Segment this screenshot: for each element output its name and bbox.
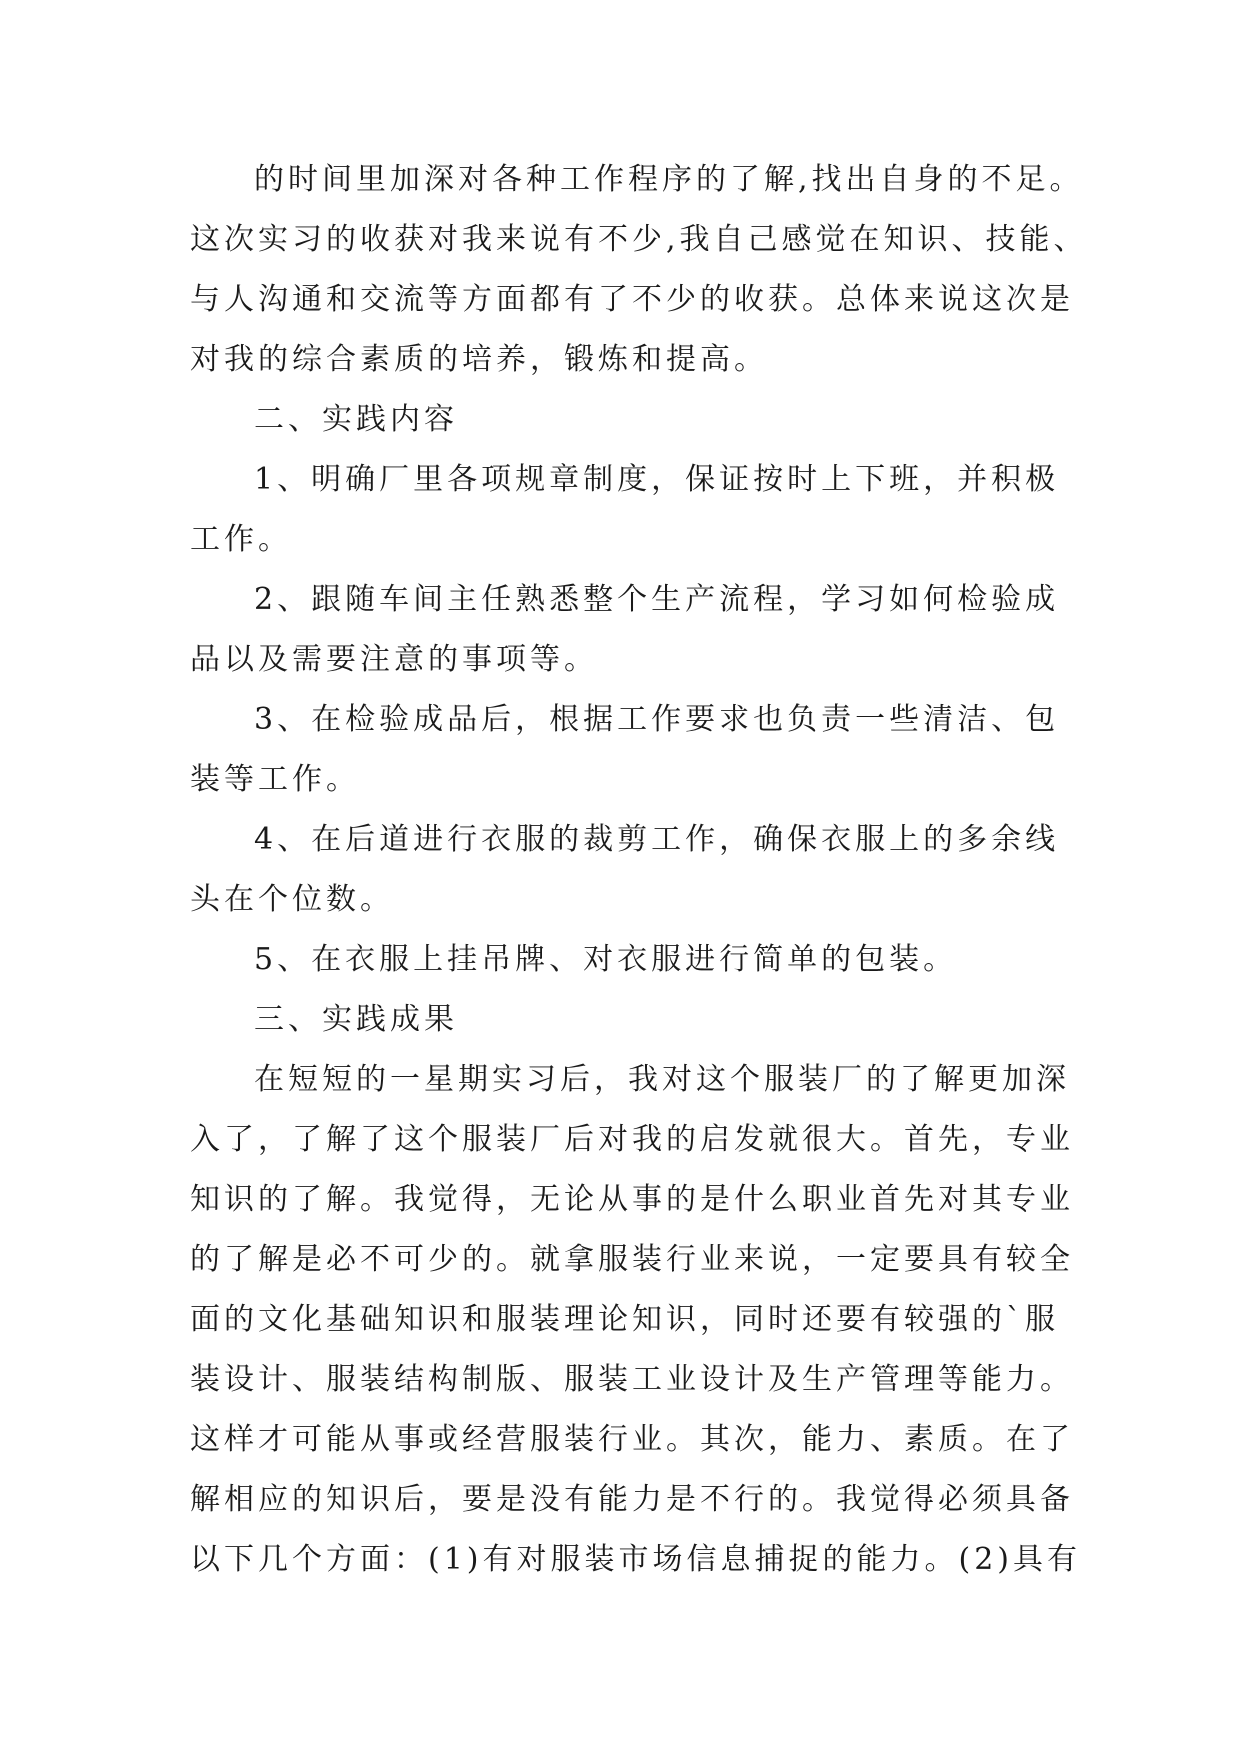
section-heading: 三、实践成果 — [254, 1002, 458, 1037]
list-item: 1、明确厂里各项规章制度，保证按时上下班，并积极 — [254, 462, 1060, 497]
text-line: 这样才可能从事或经营服装行业。其次，能力、素质。在了 — [190, 1422, 1074, 1457]
section-heading: 二、实践内容 — [254, 402, 458, 437]
text-line: 这次实习的收获对我来说有不少,我自己感觉在知识、技能、 — [190, 222, 1088, 257]
list-item: 5、在衣服上挂吊牌、对衣服进行简单的包装。 — [254, 942, 958, 977]
text-line: 的时间里加深对各种工作程序的了解,找出自身的不足。 — [254, 162, 1084, 197]
text-line: 装设计、服装结构制版、服装工业设计及生产管理等能力。 — [190, 1362, 1074, 1397]
text-line: 与人沟通和交流等方面都有了不少的收获。总体来说这次是 — [190, 282, 1074, 317]
text-line: 头在个位数。 — [190, 882, 394, 917]
text-line: 的了解是必不可少的。就拿服装行业来说，一定要具有较全 — [190, 1242, 1074, 1277]
list-item: 4、在后道进行衣服的裁剪工作，确保衣服上的多余线 — [254, 822, 1060, 857]
text-line: 入了，了解了这个服装厂后对我的启发就很大。首先，专业 — [190, 1122, 1074, 1157]
text-line: 知识的了解。我觉得，无论从事的是什么职业首先对其专业 — [190, 1182, 1074, 1217]
text-line: 在短短的一星期实习后，我对这个服装厂的了解更加深 — [254, 1062, 1070, 1097]
text-line: 品以及需要注意的事项等。 — [190, 642, 598, 677]
text-line: 以下几个方面：(1)有对服装市场信息捕捉的能力。(2)具有 — [190, 1542, 1081, 1577]
document-body — [190, 150, 1090, 1590]
list-item: 3、在检验成品后，根据工作要求也负责一些清洁、包 — [254, 702, 1060, 737]
text-line: 装等工作。 — [190, 762, 360, 797]
text-line: 解相应的知识后，要是没有能力是不行的。我觉得必须具备 — [190, 1482, 1074, 1517]
list-item: 2、跟随车间主任熟悉整个生产流程，学习如何检验成 — [254, 582, 1060, 617]
text-line: 工作。 — [190, 522, 292, 557]
text-line: 面的文化基础知识和服装理论知识，同时还要有较强的`服 — [190, 1302, 1059, 1337]
text-line: 对我的综合素质的培养，锻炼和提高。 — [190, 342, 768, 377]
